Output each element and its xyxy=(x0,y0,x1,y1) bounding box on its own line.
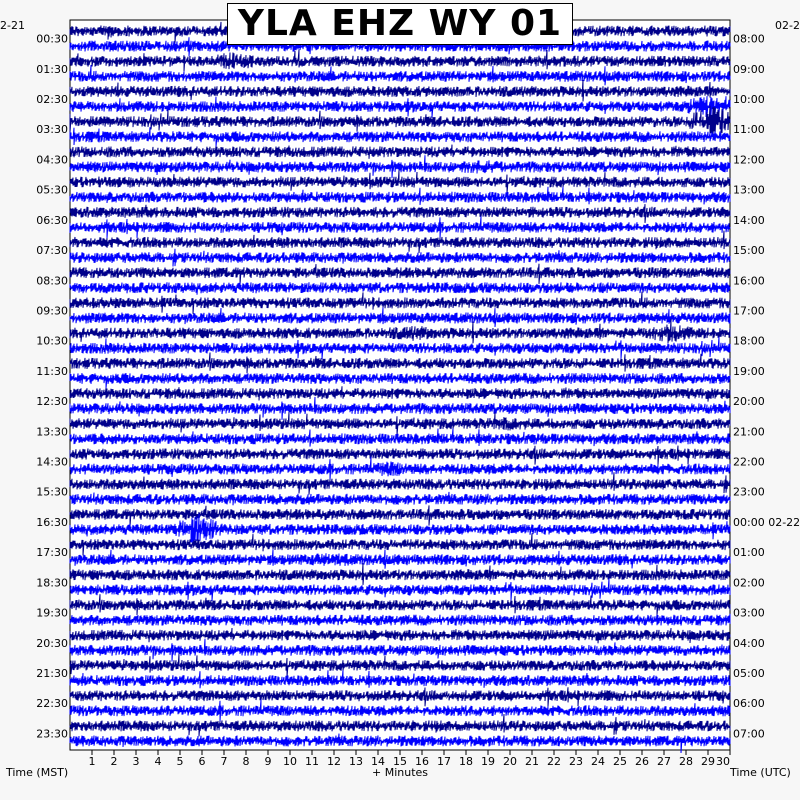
x-tick-label: 1 xyxy=(88,755,96,768)
x-tick-label: 3 xyxy=(132,755,140,768)
right-time-label: 16:00 xyxy=(733,274,765,288)
x-tick-label: 29 xyxy=(701,755,715,768)
x-tick-label: 28 xyxy=(679,755,693,768)
left-time-label: 12:30 xyxy=(36,395,68,409)
left-time-label: 06:30 xyxy=(36,213,68,227)
left-time-label: 15:30 xyxy=(36,485,68,499)
left-time-label: 02:30 xyxy=(36,92,68,106)
left-time-label: 05:30 xyxy=(36,183,68,197)
x-tick-label: 2 xyxy=(110,755,118,768)
right-time-label: 04:00 xyxy=(733,636,765,650)
plot-background xyxy=(70,20,730,750)
right-time-label: 11:00 xyxy=(733,123,765,137)
right-time-label: 15:00 xyxy=(733,244,765,258)
right-time-label: 01:00 xyxy=(733,546,765,560)
x-tick-label: 17 xyxy=(437,755,451,768)
x-tick-label: 13 xyxy=(349,755,363,768)
right-time-label: 17:00 xyxy=(733,304,765,318)
left-time-label: 07:30 xyxy=(36,244,68,258)
left-time-label: 20:30 xyxy=(36,636,68,650)
right-time-label: 13:00 xyxy=(733,183,765,197)
right-time-label: 21:00 xyxy=(733,425,765,439)
left-time-label: 21:30 xyxy=(36,667,68,681)
x-tick-label: 22 xyxy=(547,755,561,768)
x-tick-label: 12 xyxy=(327,755,341,768)
left-time-label: 08:30 xyxy=(36,274,68,288)
x-tick-label: 10 xyxy=(283,755,297,768)
left-time-label: 10:30 xyxy=(36,334,68,348)
right-time-label: 12:00 xyxy=(733,153,765,167)
left-time-label: 09:30 xyxy=(36,304,68,318)
left-time-label: 04:30 xyxy=(36,153,68,167)
left-axis-title: Time (MST) xyxy=(6,766,69,779)
right-time-label: 22:00 xyxy=(733,455,765,469)
right-time-label: 07:00 xyxy=(733,727,765,741)
x-tick-label: 11 xyxy=(305,755,319,768)
date-left-label: 2-21 xyxy=(0,19,25,32)
left-time-label: 17:30 xyxy=(36,546,68,560)
left-time-label: 23:30 xyxy=(36,727,68,741)
right-time-label: 14:00 xyxy=(733,213,765,227)
x-tick-label: 14 xyxy=(371,755,385,768)
right-time-label: 00:00 02-22 xyxy=(733,515,800,529)
right-time-label: 19:00 xyxy=(733,364,765,378)
x-axis-title: + Minutes xyxy=(372,766,429,779)
x-tick-label: 18 xyxy=(459,755,473,768)
right-time-label: 10:00 xyxy=(733,92,765,106)
x-tick-label: 7 xyxy=(220,755,228,768)
right-time-label: 02:00 xyxy=(733,576,765,590)
x-tick-label: 6 xyxy=(198,755,206,768)
x-tick-label: 26 xyxy=(635,755,649,768)
left-time-label: 13:30 xyxy=(36,425,68,439)
x-tick-label: 23 xyxy=(569,755,583,768)
date-right-label: 02-2 xyxy=(775,19,800,32)
left-time-label: 22:30 xyxy=(36,697,68,711)
x-tick-label: 16 xyxy=(415,755,429,768)
right-time-label: 03:00 xyxy=(733,606,765,620)
right-time-label: 09:00 xyxy=(733,62,765,76)
left-time-label: 01:30 xyxy=(36,62,68,76)
x-tick-label: 15 xyxy=(393,755,407,768)
right-time-label: 08:00 xyxy=(733,32,765,46)
left-time-label: 16:30 xyxy=(36,515,68,529)
x-tick-label: 19 xyxy=(481,755,495,768)
chart-title: YLA EHZ WY 01 xyxy=(227,3,573,45)
left-time-label: 03:30 xyxy=(36,123,68,137)
right-time-label: 06:00 xyxy=(733,697,765,711)
x-tick-label: 9 xyxy=(264,755,272,768)
left-time-label: 11:30 xyxy=(36,364,68,378)
x-tick-label: 8 xyxy=(242,755,250,768)
right-time-label: 05:00 xyxy=(733,667,765,681)
right-axis-title: Time (UTC) xyxy=(730,766,791,779)
x-tick-label: 21 xyxy=(525,755,539,768)
x-tick-label: 27 xyxy=(657,755,671,768)
x-tick-label: 30 xyxy=(716,755,730,768)
x-tick-label: 20 xyxy=(503,755,517,768)
x-tick-label: 5 xyxy=(176,755,184,768)
right-time-label: 20:00 xyxy=(733,395,765,409)
left-time-label: 18:30 xyxy=(36,576,68,590)
right-time-label: 18:00 xyxy=(733,334,765,348)
x-tick-label: 24 xyxy=(591,755,605,768)
left-time-label: 19:30 xyxy=(36,606,68,620)
x-tick-label: 4 xyxy=(154,755,162,768)
left-time-label: 00:30 xyxy=(36,32,68,46)
left-time-label: 14:30 xyxy=(36,455,68,469)
x-tick-label: 25 xyxy=(613,755,627,768)
right-time-label: 23:00 xyxy=(733,485,765,499)
